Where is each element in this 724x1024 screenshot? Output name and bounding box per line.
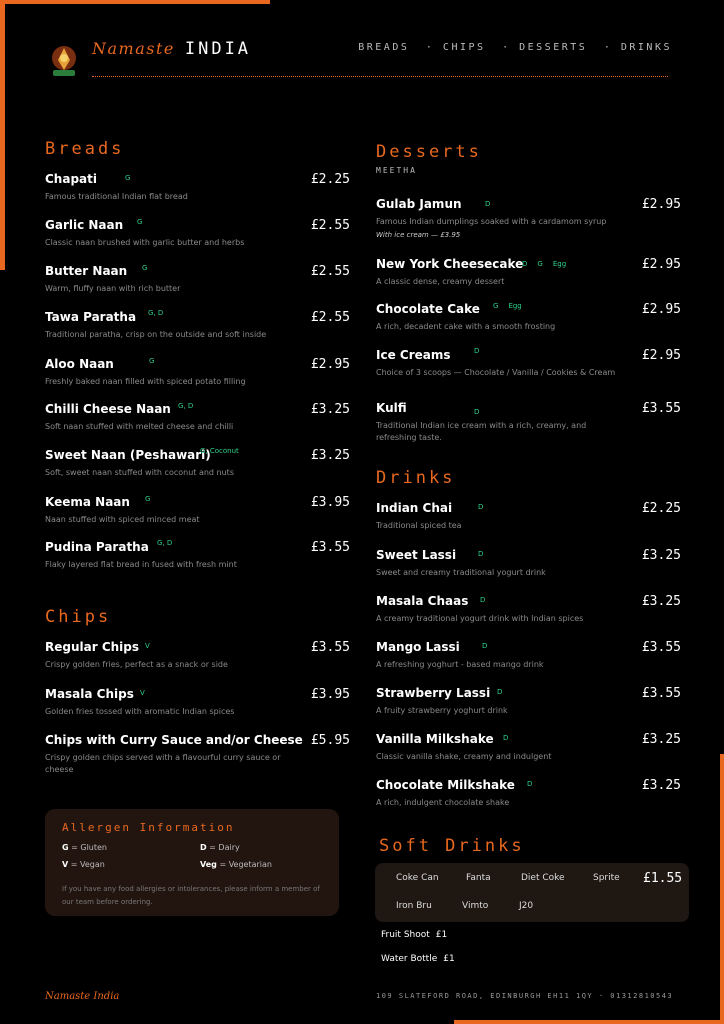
- item-description: A rich, decadent cake with a smooth frosting: [376, 322, 556, 331]
- frame-top-left-vertical: [0, 0, 5, 270]
- item-price: £3.25: [641, 732, 681, 747]
- allergen-key-vegetarian: Veg = Vegetarian: [200, 860, 272, 869]
- item-price: £3.55: [641, 401, 681, 416]
- item-price: £2.25: [310, 172, 350, 187]
- item-allergen-tags: [178, 402, 203, 410]
- item-allergen-tags: [125, 174, 140, 182]
- frame-bottom-right-vertical: [720, 754, 724, 1024]
- breads-item: [45, 264, 350, 295]
- item-name: Regular Chips: [45, 640, 140, 654]
- soft-drink-item: Fanta: [466, 873, 491, 883]
- item-name: Indian Chai: [376, 501, 453, 515]
- desserts-item: [376, 257, 681, 288]
- item-price: £2.95: [641, 302, 681, 317]
- item-name: Butter Naan: [45, 264, 128, 278]
- allergen-tag: D: [474, 408, 480, 416]
- item-description: Sweet and creamy traditional yogurt drink: [376, 568, 546, 577]
- item-allergen-tags: [145, 642, 160, 650]
- item-description: Soft, sweet naan stuffed with coconut and nuts: [45, 468, 234, 477]
- allergen-tag: D: [522, 260, 528, 268]
- item-allergen-tags: [522, 260, 576, 268]
- allergen-tag: V: [140, 689, 145, 697]
- soft-drinks-price: £1.55: [643, 871, 683, 886]
- desserts-item: [376, 348, 681, 379]
- water-bottle-item: [381, 954, 455, 964]
- allergen-tag: Egg: [552, 260, 567, 268]
- header-divider: [92, 76, 668, 77]
- item-price: £3.25: [641, 778, 681, 793]
- breads-item: [45, 448, 350, 479]
- section-subtitle-desserts: MEETHA: [376, 166, 417, 175]
- item-allergen-tags: [497, 688, 512, 696]
- item-allergen-tags: [145, 495, 160, 503]
- allergen-title: Allergen Information: [62, 821, 235, 834]
- drinks-item: [376, 778, 681, 809]
- item-allergen-tags: [478, 503, 493, 511]
- item-name: Vanilla Milkshake: [376, 732, 494, 746]
- item-price: £2.55: [310, 218, 350, 233]
- item-price: £3.55: [641, 640, 681, 655]
- item-name: Pudina Paratha: [45, 540, 149, 554]
- fruit-shoot-name: Fruit Shoot: [381, 930, 430, 940]
- item-allergen-tags: [482, 642, 497, 650]
- drinks-item: [376, 594, 681, 625]
- brand-main: INDIA: [184, 39, 252, 59]
- soft-drink-item: Sprite: [593, 873, 620, 883]
- item-name: Chilli Cheese Naan: [45, 402, 171, 416]
- allergen-tag: G: [149, 357, 155, 365]
- item-price: £3.25: [641, 594, 681, 609]
- item-price: £3.55: [310, 640, 350, 655]
- drinks-item: [376, 640, 681, 671]
- nav-drinks[interactable]: · DRINKS: [603, 42, 672, 53]
- item-price: £3.25: [641, 548, 681, 563]
- item-name: Sweet Lassi: [376, 548, 457, 562]
- item-allergen-tags: [200, 447, 249, 455]
- item-allergen-tags: [485, 200, 500, 208]
- breads-item: [45, 172, 350, 203]
- allergen-note: If you have any food allergies or intolerances, please inform a member of our team before ordering.: [62, 885, 320, 906]
- section-title-breads: Breads: [45, 139, 125, 159]
- item-description: A creamy traditional yogurt drink with Indian spices: [376, 614, 584, 623]
- item-price: £2.95: [641, 348, 681, 363]
- item-price: £3.95: [310, 495, 350, 510]
- chips-item: [45, 687, 350, 718]
- allergen-tag: G, Coconut: [200, 447, 239, 455]
- item-name: Chapati: [45, 172, 97, 186]
- allergen-tag: G: [125, 174, 131, 182]
- item-description: Classic naan brushed with garlic butter and herbs: [45, 238, 245, 247]
- item-name: Chocolate Milkshake: [376, 778, 515, 792]
- allergen-tag: D: [478, 550, 484, 558]
- nav-chips[interactable]: · CHIPS: [425, 42, 486, 53]
- item-allergen-tags: [474, 347, 489, 355]
- frame-bottom-right-horizontal: [454, 1020, 724, 1024]
- item-extra-option: With ice cream — £3.95: [376, 231, 461, 239]
- item-name: Masala Chaas: [376, 594, 469, 608]
- soft-drink-item: Iron Bru: [396, 901, 432, 911]
- allergen-tag: D: [480, 596, 486, 604]
- top-nav: [350, 42, 672, 53]
- allergen-info-box: [45, 809, 339, 916]
- breads-item: [45, 357, 350, 388]
- item-allergen-tags: [478, 550, 493, 558]
- soft-drink-item: Vimto: [462, 901, 489, 911]
- item-description: Choice of 3 scoops — Chocolate / Vanilla / Cookies & Cream: [376, 368, 616, 377]
- soft-drink-item: Diet Coke: [521, 873, 565, 883]
- allergen-tag: D: [503, 734, 509, 742]
- section-title-drinks: Drinks: [376, 468, 456, 488]
- item-description: Famous Indian dumplings soaked with a cardamom syrup: [376, 217, 607, 226]
- allergen-tag: D: [478, 503, 484, 511]
- item-description: Crispy golden chips served with a flavourful curry sauce or cheese: [45, 753, 281, 774]
- item-allergen-tags: [474, 408, 489, 416]
- item-price: £3.95: [310, 687, 350, 702]
- item-name: Tawa Paratha: [45, 310, 137, 324]
- allergen-tag: D: [474, 347, 480, 355]
- fruit-shoot-price: £1: [435, 930, 448, 940]
- allergen-tag: G: [145, 495, 151, 503]
- water-bottle-price: £1: [443, 954, 455, 964]
- item-price: £2.25: [641, 501, 681, 516]
- chips-item: [45, 640, 350, 671]
- item-allergen-tags: [527, 780, 542, 788]
- breads-item: [45, 540, 350, 571]
- item-name: Chips with Curry Sauce and/or Cheese: [45, 733, 303, 747]
- item-description: Crispy golden fries, perfect as a snack or side: [45, 660, 228, 669]
- item-description: Traditional Indian ice cream with a rich, creamy, and refreshing taste.: [376, 421, 587, 442]
- item-description: A rich, indulgent chocolate shake: [376, 798, 510, 807]
- desserts-item: [376, 197, 681, 239]
- drinks-item: [376, 501, 681, 532]
- allergen-tag: G: [493, 302, 499, 310]
- soft-drinks-box: [375, 863, 689, 922]
- item-price: £3.25: [310, 402, 350, 417]
- item-name: Aloo Naan: [45, 357, 114, 371]
- item-description: Famous traditional Indian flat bread: [45, 192, 188, 201]
- allergen-tag: V: [145, 642, 150, 650]
- section-title-chips: Chips: [45, 607, 112, 627]
- item-allergen-tags: [137, 218, 152, 226]
- item-description: Classic vanilla shake, creamy and indulgent: [376, 752, 552, 761]
- item-price: £5.95: [310, 733, 350, 748]
- item-name: Keema Naan: [45, 495, 130, 509]
- allergen-tag: D: [497, 688, 503, 696]
- nav-desserts[interactable]: · DESSERTS: [502, 42, 588, 53]
- item-description: Warm, fluffy naan with rich butter: [45, 284, 181, 293]
- allergen-tag: G: [137, 218, 143, 226]
- section-title-desserts: Desserts: [376, 142, 482, 162]
- item-description: Golden fries tossed with aromatic Indian spices: [45, 707, 235, 716]
- logo-emblem-icon: [48, 44, 80, 78]
- footer-brand: Namaste India: [45, 991, 120, 1002]
- allergen-tag: G, D: [148, 309, 164, 317]
- breads-item: [45, 495, 350, 526]
- nav-breads[interactable]: BREADS: [358, 42, 410, 53]
- breads-item: [45, 402, 350, 433]
- item-description: A fruity strawberry yoghurt drink: [376, 706, 508, 715]
- item-name: Masala Chips: [45, 687, 134, 701]
- item-description: A refreshing yoghurt - based mango drink: [376, 660, 544, 669]
- item-allergen-tags: [142, 264, 157, 272]
- item-description: Traditional paratha, crisp on the outside and soft inside: [45, 330, 267, 339]
- item-description: Traditional spiced tea: [376, 521, 462, 530]
- item-name: Gulab Jamun: [376, 197, 462, 211]
- breads-item: [45, 218, 350, 249]
- item-description: Flaky layered flat bread in fused with fresh mint: [45, 560, 237, 569]
- item-name: Mango Lassi: [376, 640, 460, 654]
- brand-title: [92, 39, 251, 59]
- item-price: £2.95: [641, 257, 681, 272]
- item-description: Naan stuffed with spiced minced meat: [45, 515, 200, 524]
- item-name: Strawberry Lassi: [376, 686, 491, 700]
- drinks-item: [376, 548, 681, 579]
- water-bottle-name: Water Bottle: [381, 954, 438, 964]
- item-allergen-tags: [149, 357, 164, 365]
- allergen-tag: G, D: [178, 402, 194, 410]
- item-price: £2.55: [310, 310, 350, 325]
- desserts-item: [376, 401, 681, 444]
- allergen-tag: D: [482, 642, 488, 650]
- item-allergen-tags: [480, 596, 495, 604]
- desserts-item: [376, 302, 681, 333]
- soft-drink-item: Coke Can: [396, 873, 439, 883]
- item-description: Soft naan stuffed with melted cheese and chilli: [45, 422, 234, 431]
- item-price: £2.55: [310, 264, 350, 279]
- drinks-item: [376, 686, 681, 717]
- allergen-tag: G, D: [157, 539, 173, 547]
- item-description: Freshly baked naan filled with spiced potato filling: [45, 377, 246, 386]
- item-name: Garlic Naan: [45, 218, 124, 232]
- item-price: £3.55: [641, 686, 681, 701]
- item-allergen-tags: [148, 309, 173, 317]
- item-name: Chocolate Cake: [376, 302, 480, 316]
- item-price: £2.95: [310, 357, 350, 372]
- fruit-shoot-item: [381, 930, 447, 940]
- allergen-tag: D: [527, 780, 533, 788]
- item-name: Kulfi: [376, 401, 407, 415]
- allergen-key-vegan: V = Vegan: [62, 860, 105, 869]
- allergen-tag: G: [142, 264, 148, 272]
- item-allergen-tags: [140, 689, 155, 697]
- brand-script: Namaste: [92, 39, 175, 58]
- allergen-key-dairy: D = Dairy: [200, 843, 240, 852]
- item-price: £3.25: [310, 448, 350, 463]
- breads-item: [45, 310, 350, 341]
- chips-item: [45, 733, 350, 776]
- item-price: £2.95: [641, 197, 681, 212]
- drinks-item: [376, 732, 681, 763]
- item-price: £3.55: [310, 540, 350, 555]
- soft-drink-item: J20: [519, 901, 534, 911]
- item-name: New York Cheesecake: [376, 257, 524, 271]
- item-name: Sweet Naan (Peshawari): [45, 448, 211, 462]
- item-description: A classic dense, creamy dessert: [376, 277, 505, 286]
- allergen-key-gluten: G = Gluten: [62, 843, 107, 852]
- item-allergen-tags: [503, 734, 518, 742]
- footer-address: 109 SLATEFORD ROAD, EDINBURGH EH11 1QY · 01312810543: [376, 992, 674, 1000]
- frame-top-left-horizontal: [0, 0, 270, 4]
- section-title-soft-drinks: Soft Drinks: [379, 836, 525, 856]
- allergen-tag: Egg: [508, 302, 522, 310]
- allergen-tag: G: [537, 260, 543, 268]
- allergen-tag: D: [485, 200, 491, 208]
- item-allergen-tags: [493, 302, 532, 310]
- item-allergen-tags: [157, 539, 182, 547]
- item-name: Ice Creams: [376, 348, 451, 362]
